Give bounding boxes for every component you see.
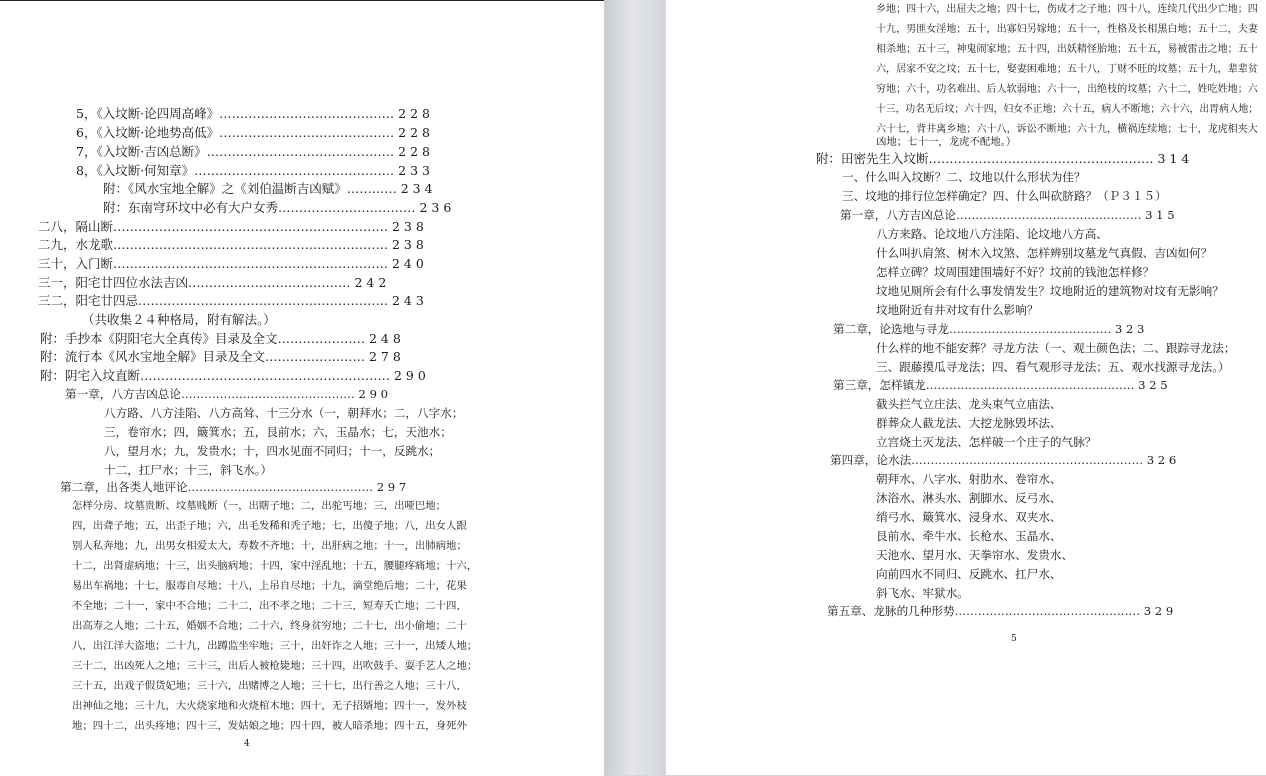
page-number: 4 (244, 739, 250, 749)
right-document-page (666, 0, 1266, 775)
text-line: 易出车祸地；十七，服毒自尽地；十八，上吊自尽地；十九，滴堂绝后地；二十，花果 (72, 580, 467, 592)
text-line: 一、什么叫入坟断？二、坟地以什么形状为佳？ (842, 170, 1086, 184)
text-line: 怎样立碑？坟周围建围墙好不好？坟前的钱池怎样修？ (876, 265, 1155, 279)
text-line: 天池水、望月水、天拳帘水、发贵水、 (876, 548, 1074, 562)
text-line: 坟地附近有井对坟有什么影响？ (876, 303, 1039, 317)
text-line: 朝拜水、八字水、射肋水、卷帘水、 (876, 472, 1062, 486)
text-line: 沐浴水、淋头水、割脚水、反弓水、 (876, 491, 1062, 505)
text-line: 八，出江洋大盗地；二十九，出蹲监坐牢地；三十，出奸诈之人地；三十一，出矮人地； (72, 640, 478, 652)
text-line: 群葬众人截龙法、大挖龙脉毁坏法、 (876, 416, 1062, 430)
text-line: 二九，水龙歌………………………………………………………… 2 3 8 (38, 237, 424, 252)
text-line: 三二，阳宅廿四忌…………………………………………………… 2 4 3 (38, 293, 424, 308)
page-number: 5 (1011, 634, 1017, 644)
text-line: 第二章，出各类人地评论………………………………………… 2 9 7 (60, 480, 407, 494)
text-line: 第三章，怎样镇龙……………………………………………… 3 2 5 (833, 378, 1168, 392)
text-line: 三、坟地的排行位怎样确定？四、什么叫砍脐路？（Ｐ３１５） (842, 189, 1167, 203)
text-line: 5，《入坟断·论四周高峰》…………………………………… 2 2 8 (76, 106, 430, 121)
text-line: 十二，扛尸水；十三，斜飞水。） (104, 463, 273, 477)
text-line: 三十二，出凶死人之地；三十三，出后人被枪毙地；三十四，出吹鼓手、耍手艺人之地； (72, 660, 478, 672)
text-line: 六，居家不安之坟；五十七，娶妻困难地；五十八，丁财不旺的坟墓；五十九，辈辈贫 (876, 63, 1258, 75)
text-line: 四，出聋子地；五，出歪子地；六，出毛发稀和秃子地；七，出傻子地；八，出女人跟 (72, 520, 467, 532)
text-line: 绡弓水、簸箕水、浸身水、双夹水、 (876, 510, 1062, 524)
text-line: 艮前水、牵牛水、长枪水、玉晶水、 (876, 529, 1062, 543)
text-line: 三一，阳宅廿四位水法吉凶………………………………… 2 4 2 (38, 275, 387, 290)
text-line: 十九，男匪女淫地；五十，出寡妇另嫁地；五十一，性格及长相黑白地；五十二，夫妻 (876, 23, 1258, 35)
text-line: 附：流行本《风水宝地全解》目录及全文…………………… 2 7 8 (40, 349, 401, 364)
viewer-gutter (604, 0, 666, 775)
text-line: 附：东南穹环坟中必有大户女秀…………………………… 2 3 6 (103, 200, 452, 215)
text-line: 第一章，八方吉凶总论………………………………………… 3 1 5 (840, 208, 1175, 222)
text-line: 第四章，论水法…………………………………………………… 3 2 6 (830, 453, 1177, 467)
text-line: 截头拦气立庄法、龙头束气立庙法、 (876, 397, 1062, 411)
text-line: 第二章，论选地与寻龙…………………………………… 3 2 3 (833, 322, 1145, 336)
text-line: 八方来路、论坟地八方洼陷、论坟地八方高、 (876, 227, 1108, 241)
text-line: 二八，隔山断………………………………………………………… 2 3 8 (38, 219, 424, 234)
text-line: 出高寿之人地；二十五，婚姻不合地；二十六，终身贫穷地；二十七，出小偷地；二十 (72, 620, 467, 632)
text-line: 穷地；六十，功名难出、后人软弱地；六十一，出绝枝的坟墓；六十二，姓吃姓地；六 (876, 83, 1258, 95)
text-line: 不全地；二十一，家中不合地；二十二，出不孝之地；二十三，短寿夭亡地；二十四， (72, 600, 467, 612)
text-line: 凶地；七十一，龙虎不配地。） (876, 136, 1017, 148)
text-line: 附：田密先生入坟断……………………………………………… 3 1 4 (816, 151, 1190, 166)
text-line: 相杀地；五十三，神鬼闹家地；五十四，出妖精怪胎地；五十五，易被雷击之地；五十 (876, 43, 1258, 55)
text-line: 八，望月水；九，发贵水；十，四水见面不同归；十一，反跳水； (104, 444, 441, 458)
text-line: 第五章、龙脉的几种形势………………………………………… 3 2 9 (827, 604, 1174, 618)
text-line: 向前四水不同归、反跳水、扛尸水、 (876, 567, 1062, 581)
text-line: 8，《入坟断·何知章》………………………………………… 2 3 3 (76, 163, 430, 178)
text-line: 三十，入门断………………………………………………………… 2 4 0 (38, 256, 424, 271)
text-line: 别人私奔地；九，出男女相爱太大，寿数不齐地；十，出肝病之地；十一，出肺病地； (72, 540, 467, 552)
left-document-page (0, 0, 604, 776)
text-line: 什么叫扒肩煞、树木入坟煞、怎样辨别坟墓龙气真假、吉凶如何？ (876, 246, 1213, 260)
text-line: 坟地见厕所会有什么事发情发生？坟地附近的建筑物对坟有无影响？ (876, 284, 1224, 298)
text-line: 出神仙之地；三十九，大火烧家地和火烧棺木地；四十，无子招婿地；四十一，发外枝 (72, 700, 467, 712)
text-line: 附：《风水宝地全解》之《刘伯温断吉凶赋》………… 2 3 4 (103, 181, 433, 196)
text-line: 乡地；四十六，出屈夫之地；四十七，伤成才之子地；四十八，连续几代出少亡地；四 (876, 3, 1258, 15)
text-line: 斜飞水、牢狱水。 (876, 586, 969, 600)
text-line: 立宫烧土灭龙法、怎样破一个庄子的气脉？ (876, 435, 1097, 449)
text-line: 八方路、八方洼陷、八方高耸、十三分水（一，朝拜水；二，八字水； (104, 406, 464, 420)
text-line: 地；四十二，出头疼地；四十三，发姑娘之地；四十四，被人暗杀地；四十五，身死外 (72, 720, 467, 732)
text-line: 十二，出肾虚病地；十三，出头脑病地；十四，家中淫乱地；十五，腰腿疼痛地；十六， (72, 560, 478, 572)
text-line: 六十七，背井离乡地；六十八，诉讼不断地；六十九，横祸连续地；七十，龙虎相夹大 (876, 123, 1258, 135)
text-line: 什么样的地不能安葬？寻龙方法（一、观土颜色法；二、跟踪寻龙法； (876, 341, 1236, 355)
text-line: 附：手抄本《阴阳宅大全真传》目录及全文………………… 2 4 8 (40, 331, 401, 346)
text-line: 6，《入坟断·论地势高低》…………………………………… 2 2 8 (76, 125, 430, 140)
text-line: 三，卷帘水；四，簸箕水；五，艮前水；六，玉晶水；七，天池水； (104, 425, 452, 439)
text-line: 第一章，八方吉凶总论……………………………………… 2 9 0 (65, 387, 389, 401)
text-line: 附：阴宅入坟直断…………………………………………………… 2 9 0 (40, 368, 426, 383)
text-line: 三十五，出戏子假货妃地；三十六，出赌博之人地；三十七，出行善之人地；三十八， (72, 680, 467, 692)
text-line: 怎样分房、坟墓贵断、坟墓贱断（一，出瞎子地；二，出驼丐地；三，出哑巴地； (72, 500, 447, 512)
text-line: 十三，功名无后坟；六十四，妇女不正地；六十五，病人不断地；六十六，出胃病人地； (876, 103, 1259, 115)
text-line: 7，《入坟断·吉凶总断》……………………………………… 2 2 8 (76, 144, 430, 159)
text-line: 三、跟藤摸瓜寻龙法；四、看气观形寻龙法；五、观水找源寻龙法。） (876, 360, 1230, 374)
text-line: （共收集２４种格局，附有解法。） (82, 312, 276, 327)
